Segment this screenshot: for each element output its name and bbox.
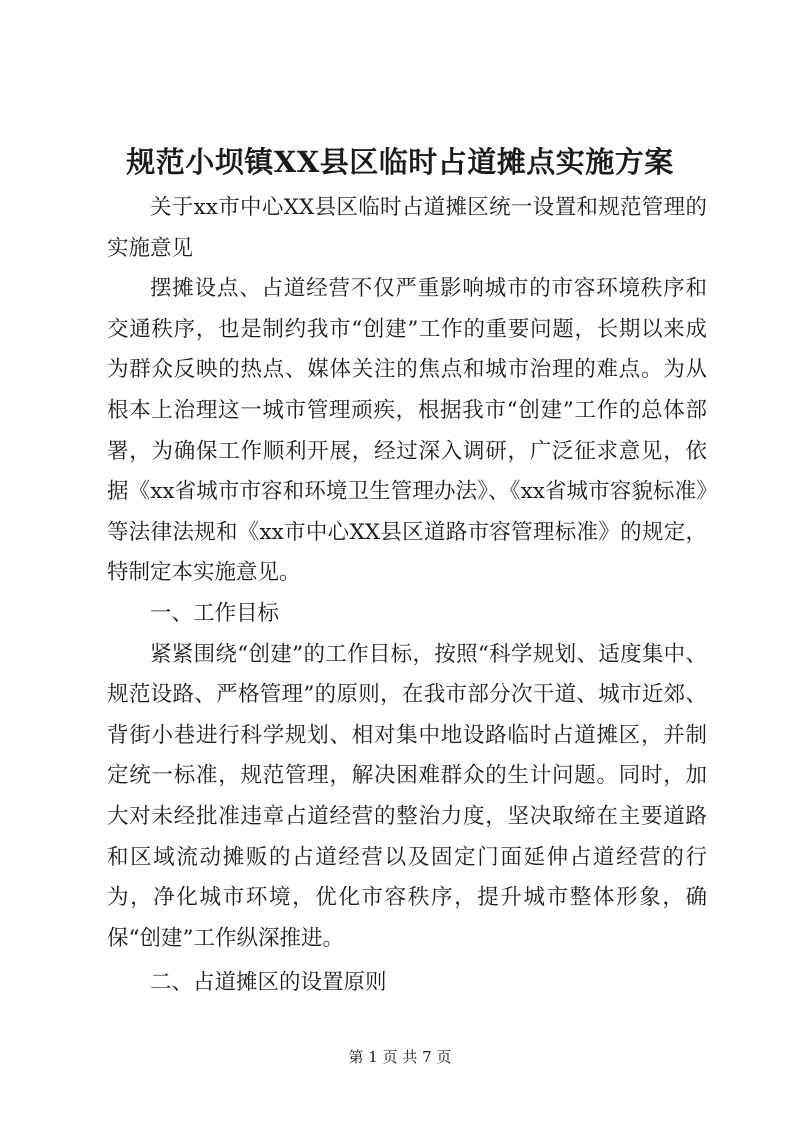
work-goals-paragraph: 紧紧围绕“创建”的工作目标，按照“科学规划、适度集中、规范设路、严格管理”的原则，在我市部分次干道、城市近郊、背街小巷进行科学规划、相对集中地设路临时占道摊区，并制定统一标准，规范管理，解决困难群众的生计问题。同时，加大对未经批准违章占道经营的整治力度，坚决取缔在主要道路和区域流动摊贩的占道经营以及固定门面延伸占道经营的行为，净化城市环境，优化市容秩序，提升城市整体形象，确保“创建”工作纵深推进。 bbox=[107, 641, 707, 951]
page-number-footer: 第 1 页 共 7 页 bbox=[348, 1048, 452, 1066]
section-heading-setup-principles: 二、占道摊区的设置原则 bbox=[150, 970, 387, 996]
intro-paragraph: 摆摊设点、占道经营不仅严重影响城市的市容环境秩序和交通秩序，也是制约我市“创建”工作的重要问题，长期以来成为群众反映的热点、媒体关注的焦点和城市治理的难点。为从根本上治理这一城市管理顽疾，根据我市“创建”工作的总体部署，为确保工作顺利开展，经过深入调研，广泛征求意见，依据《xx省城市市容和环境卫生管理办法》、《xx省城市容貌标准》等法律法规和《xx市中心XX县区道路市容管理标准》的规定，特制定本实施意见。 bbox=[107, 276, 707, 586]
document-body bbox=[107, 188, 707, 1004]
section-heading-work-goals: 一、工作目标 bbox=[150, 600, 280, 626]
subtitle-paragraph: 关于xx市中心XX县区临时占道摊区统一设置和规范管理的实施意见 bbox=[107, 195, 707, 261]
document-title: 规范小坝镇XX县区临时占道摊点实施方案 bbox=[126, 145, 674, 179]
